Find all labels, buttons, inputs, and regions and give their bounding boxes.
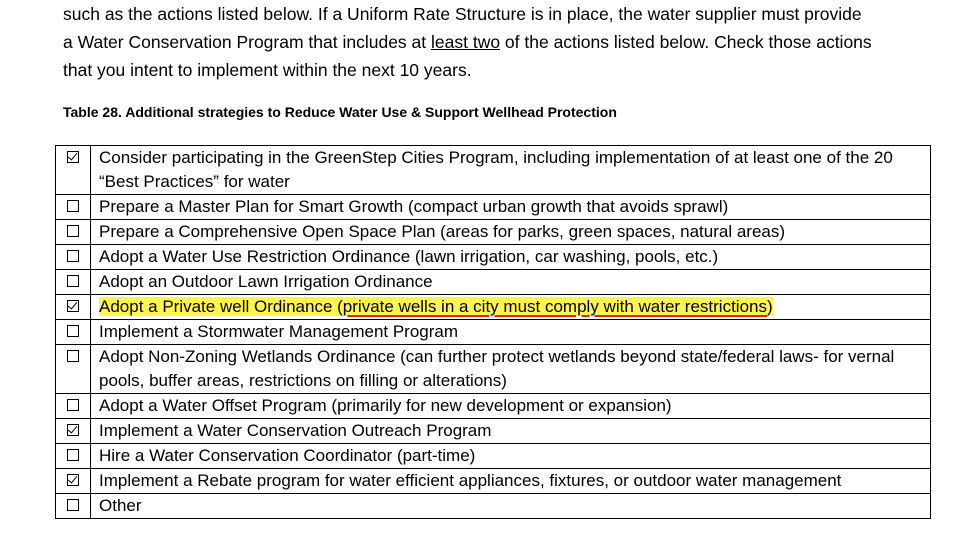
checkbox-cell <box>56 494 91 519</box>
checkbox-unchecked-icon[interactable] <box>67 499 79 511</box>
checkbox-cell <box>56 220 91 245</box>
strategy-text: Consider participating in the GreenStep Cities Program, including implementation of at least one of the 20 “Best Practices” for water <box>91 146 931 195</box>
strategy-text: Prepare a Master Plan for Smart Growth (compact urban growth that avoids sprawl) <box>91 195 931 220</box>
table-row <box>56 469 931 494</box>
table-row <box>56 394 931 419</box>
strategy-text-after: ) <box>766 297 773 316</box>
checkbox-cell <box>56 444 91 469</box>
checkbox-unchecked-icon[interactable] <box>67 350 79 362</box>
strategy-text: Implement a Rebate program for water efficient appliances, fixtures, or outdoor water management <box>91 469 931 494</box>
checkbox-checked-icon[interactable] <box>67 424 79 436</box>
checkbox-unchecked-icon[interactable] <box>67 449 79 461</box>
intro-line-2-before: a Water Conservation Program that includes at <box>63 32 431 52</box>
checkbox-cell <box>56 270 91 295</box>
table-row <box>56 444 931 469</box>
strategy-text: Implement a Stormwater Management Program <box>91 320 931 345</box>
checkbox-cell <box>56 195 91 220</box>
table-row <box>56 270 931 295</box>
table-row <box>56 320 931 345</box>
table-row <box>56 419 931 444</box>
table-row <box>56 245 931 270</box>
highlighted-text <box>99 297 773 316</box>
intro-line-1: such as the actions listed below. If a Uniform Rate Structure is in place, the water supplier must provide <box>63 4 862 24</box>
intro-line-2-underlined: least two <box>431 32 501 52</box>
intro-line-3: that you intent to implement within the next 10 years. <box>63 60 472 80</box>
checkbox-cell <box>56 146 91 195</box>
strategy-text: Adopt an Outdoor Lawn Irrigation Ordinance <box>91 270 931 295</box>
strategy-text: Other <box>91 494 931 519</box>
table-caption: Table 28. Additional strategies to Reduce Water Use & Support Wellhead Protection <box>63 104 617 120</box>
strategy-text: Adopt Non-Zoning Wetlands Ordinance (can further protect wetlands beyond state/federal laws- for vernal pools, buffer areas, restrictions on filling or alterations) <box>91 345 931 394</box>
table-row <box>56 146 931 195</box>
checkbox-unchecked-icon[interactable] <box>67 275 79 287</box>
checkbox-cell <box>56 320 91 345</box>
checkbox-cell <box>56 345 91 394</box>
strategy-text: Adopt a Water Offset Program (primarily for new development or expansion) <box>91 394 931 419</box>
strategy-text: Hire a Water Conservation Coordinator (part-time) <box>91 444 931 469</box>
table-row <box>56 345 931 394</box>
checkbox-unchecked-icon[interactable] <box>67 200 79 212</box>
strategy-text: Adopt a Water Use Restriction Ordinance (lawn irrigation, car washing, pools, etc.) <box>91 245 931 270</box>
red-underlined-text: private wells in a city must comply with water restrictions <box>342 297 767 316</box>
checkbox-unchecked-icon[interactable] <box>67 225 79 237</box>
checkbox-cell <box>56 295 91 320</box>
strategy-text <box>91 295 931 320</box>
intro-paragraph <box>63 0 943 84</box>
table-row <box>56 220 931 245</box>
checkbox-unchecked-icon[interactable] <box>67 399 79 411</box>
table-row <box>56 195 931 220</box>
intro-line-2 <box>63 28 943 56</box>
intro-line-2-after: of the actions listed below. Check those actions <box>500 32 872 52</box>
checkbox-cell <box>56 419 91 444</box>
checkbox-unchecked-icon[interactable] <box>67 325 79 337</box>
checkbox-checked-icon[interactable] <box>67 151 79 163</box>
checkbox-cell <box>56 394 91 419</box>
checkbox-checked-icon[interactable] <box>67 474 79 486</box>
strategies-table <box>55 145 931 519</box>
strategy-text: Prepare a Comprehensive Open Space Plan (areas for parks, green spaces, natural areas) <box>91 220 931 245</box>
table-row <box>56 295 931 320</box>
checkbox-cell <box>56 245 91 270</box>
checkbox-checked-icon[interactable] <box>67 300 79 312</box>
strategy-text: Implement a Water Conservation Outreach Program <box>91 419 931 444</box>
strategy-text-before: Adopt a Private well Ordinance ( <box>99 297 343 316</box>
checkbox-cell <box>56 469 91 494</box>
checkbox-unchecked-icon[interactable] <box>67 250 79 262</box>
table-row <box>56 494 931 519</box>
